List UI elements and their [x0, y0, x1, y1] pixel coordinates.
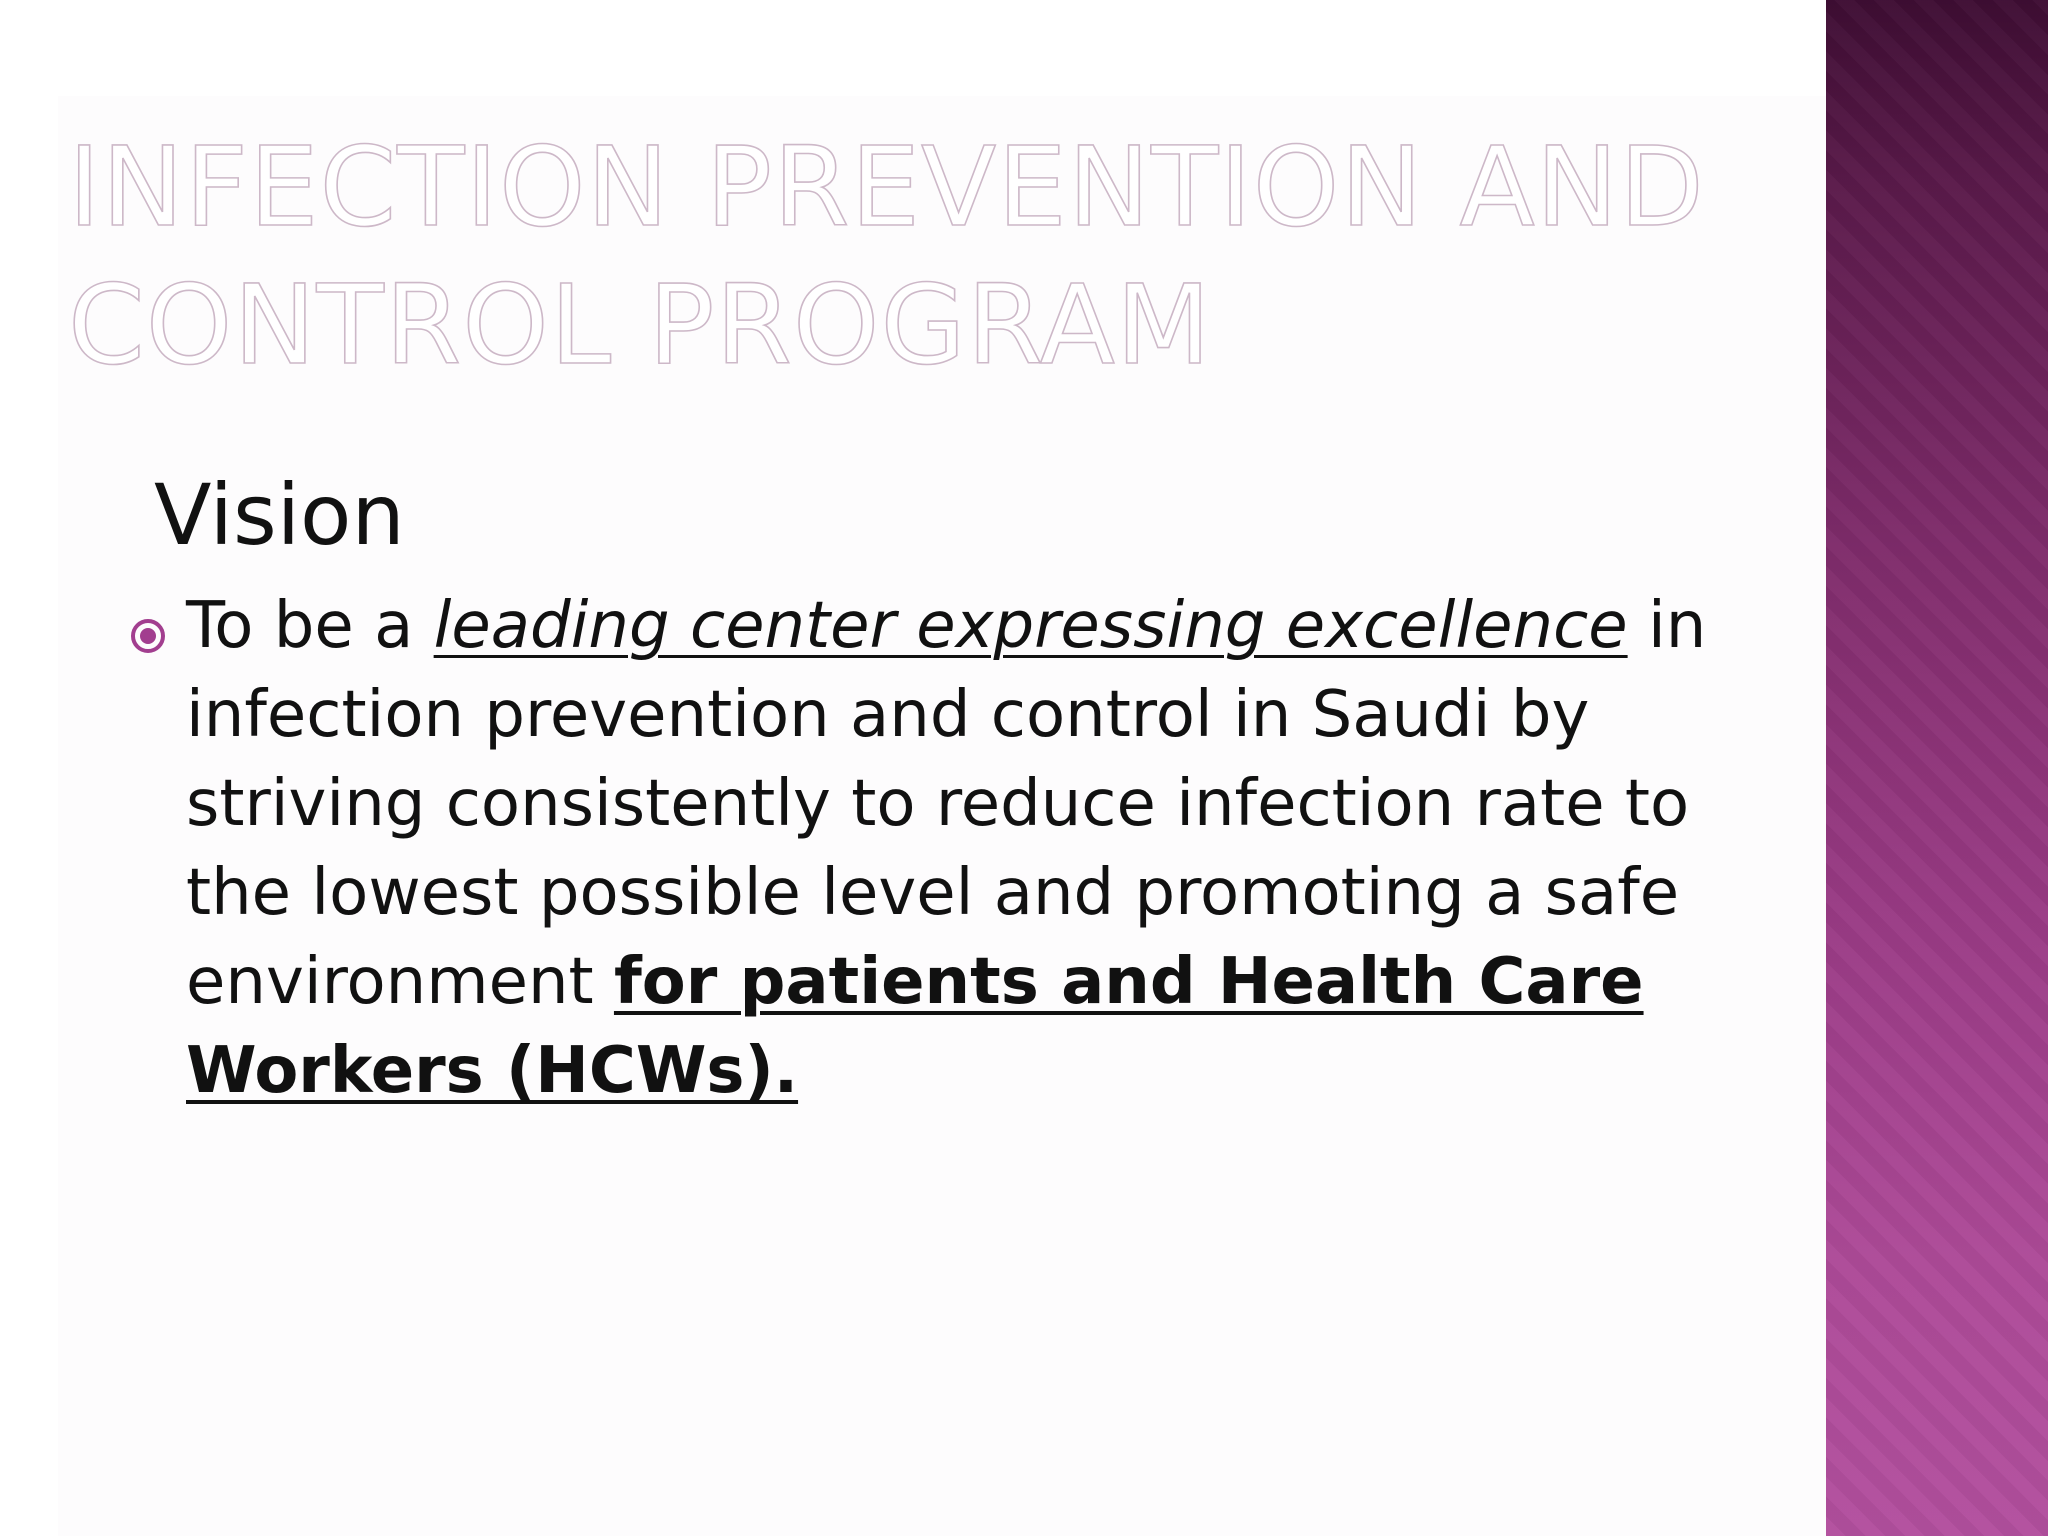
- slide-title-line-1: INFECTION PREVENTION AND: [68, 123, 1705, 251]
- slide-title: [68, 118, 1768, 394]
- bullet-text-bold-emphasis: for patients and Health Care Workers (HCWs).: [186, 945, 1644, 1108]
- bullet-text-intro: To be a: [186, 589, 434, 663]
- section-heading: Vision: [154, 466, 405, 564]
- slide-title-line-2: CONTROL PROGRAM: [68, 261, 1212, 389]
- bullet-item: [128, 582, 1748, 1116]
- bullet-text-italic-emphasis: leading center expressing excellence: [433, 589, 1628, 663]
- circle-bullet-icon: [128, 616, 168, 656]
- decorative-side-band: [1826, 0, 2048, 1536]
- bullet-text: [186, 582, 1746, 1116]
- bullet-text-body: in infection prevention and control in Saudi by striving consistently to reduce infection rate to the lowest possible level and promoting a safe environment: [186, 589, 1707, 1019]
